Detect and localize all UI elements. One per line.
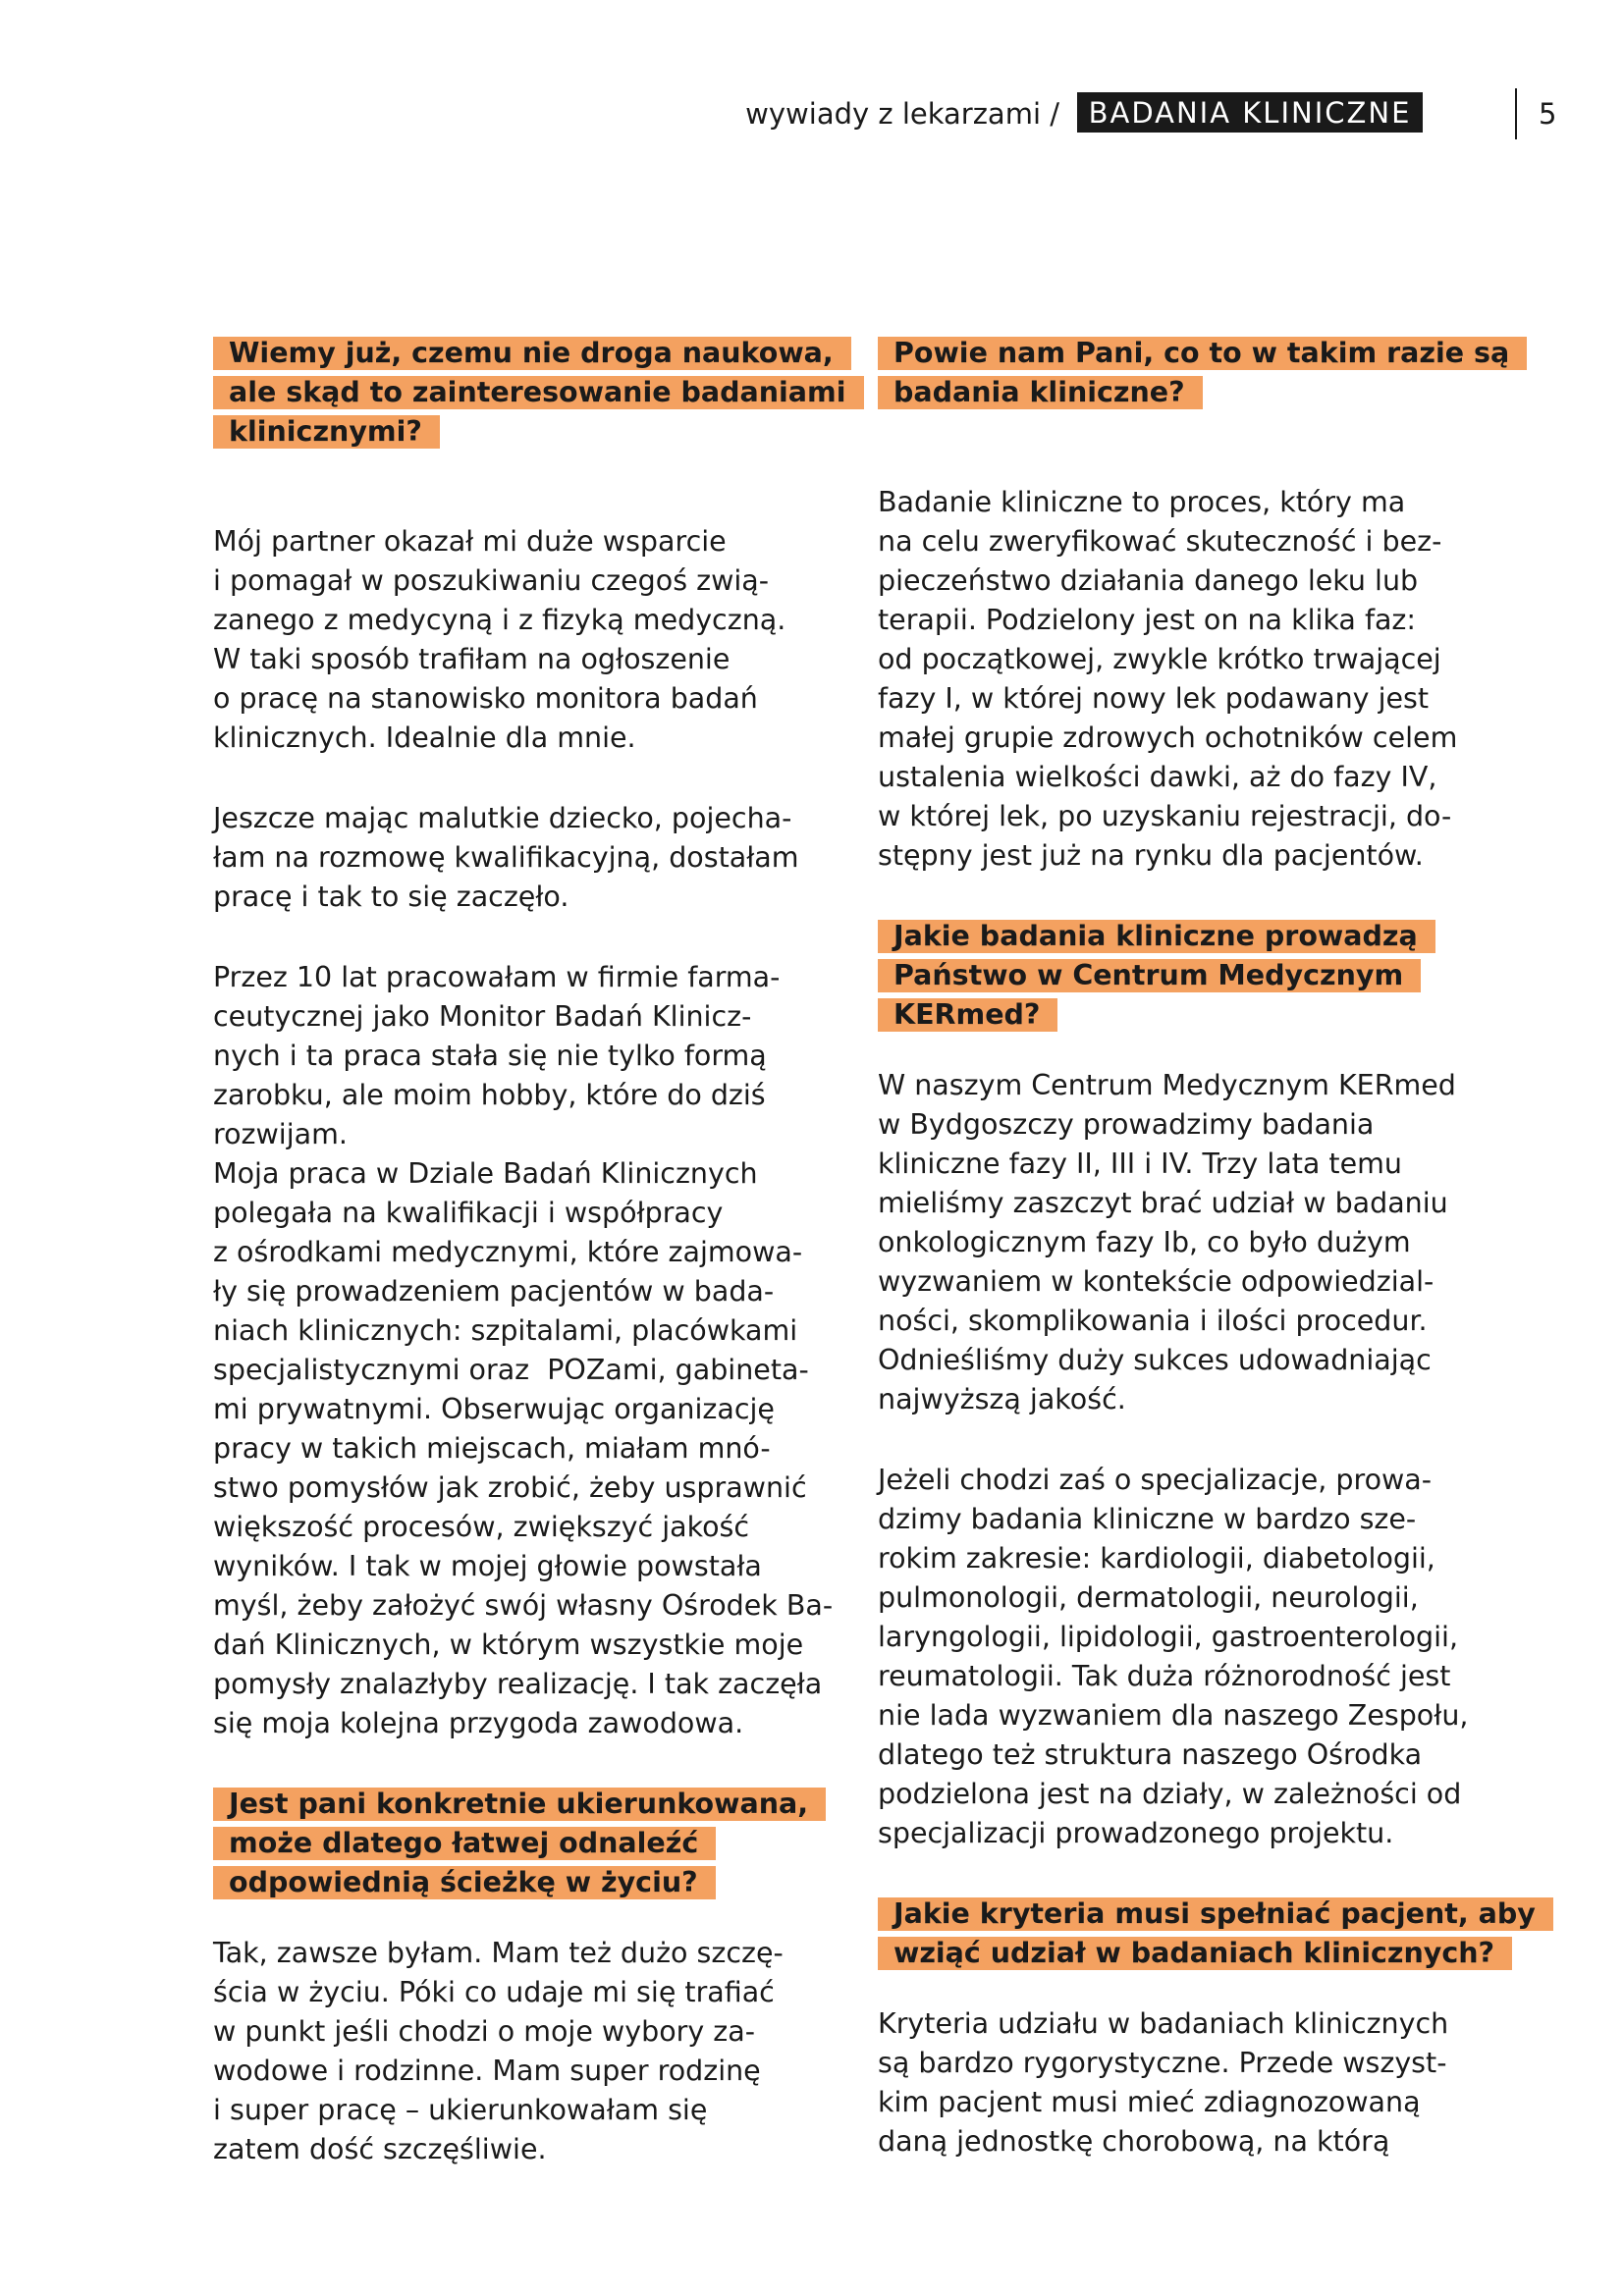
text-line: fazy I, w której nowy lek podawany jest (878, 682, 1430, 715)
text-line: Przez 10 lat pracowałam w firmie farma- (213, 961, 781, 993)
text-line: ustalenia wielkości dawki, aż do fazy IV, (878, 761, 1437, 793)
text-line: pracy w takich miejscach, miałam mnó- (213, 1432, 771, 1465)
text-line: w Bydgoszczy prowadzimy badania (878, 1108, 1375, 1141)
text-line: onkologicznym fazy Ib, co było dużym (878, 1226, 1411, 1258)
text-line: dzimy badania kliniczne w bardzo sze- (878, 1503, 1417, 1535)
answer-paragraph (213, 958, 834, 1743)
text-line: ścia w życiu. Póki co udaje mi się trafiać (213, 1976, 775, 2008)
question-heading (213, 1785, 809, 1902)
text-line: specjalizacji prowadzonego projektu. (878, 1817, 1394, 1849)
text-line: z ośrodkami medycznymi, które zajmowa- (213, 1236, 803, 1268)
text-line: kim pacjent musi mieć zdiagnozowaną (878, 2086, 1421, 2118)
text-line: małej grupie zdrowych ochotników celem (878, 721, 1458, 754)
question-heading (878, 1895, 1536, 1973)
text-line: w punkt jeśli chodzi o moje wybory za- (213, 2015, 755, 2048)
text-line: dań Klinicznych, w którym wszystkie moje (213, 1629, 804, 1661)
answer-paragraph (213, 799, 802, 917)
question-line (878, 956, 1467, 995)
text-line: Badanie kliniczne to proces, który ma (878, 486, 1406, 518)
text-line: od początkowej, zwykle krótko trwającej (878, 643, 1441, 675)
question-line (213, 1785, 809, 1824)
question-line (213, 334, 834, 373)
answer-paragraph (878, 1066, 1467, 1419)
text-line: się moja kolejna przygoda zawodowa. (213, 1707, 744, 1739)
text-line: większość procesów, zwiększyć jakość (213, 1511, 750, 1543)
question-heading (878, 917, 1467, 1035)
answer-paragraph (213, 1934, 802, 2169)
text-line: W naszym Centrum Medycznym KERmed (878, 1069, 1456, 1101)
text-line: rokim zakresie: kardiologii, diabetologii, (878, 1542, 1435, 1575)
section-label: BADANIA KLINICZNE (1077, 92, 1423, 133)
text-line: laryngologii, lipidologii, gastroenterologii, (878, 1621, 1459, 1653)
text-line: mieliśmy zaszczyt brać udział w badaniu (878, 1187, 1448, 1219)
text-line: wyników. I tak w mojej głowie powstała (213, 1550, 762, 1582)
text-line: kliniczne fazy II, III i IV. Trzy lata temu (878, 1148, 1402, 1180)
text-line: W taki sposób trafiłam na ogłoszenie (213, 643, 731, 675)
question-line (878, 334, 1510, 373)
highlight: Państwo w Centrum Medycznym (878, 959, 1421, 992)
breadcrumb: wywiady z lekarzami / (745, 97, 1059, 131)
text-line: i super pracę – ukierunkowałam się (213, 2094, 708, 2126)
highlight: Powie nam Pani, co to w takim razie są (878, 337, 1527, 370)
text-line: Odnieśliśmy duży sukces udowadniając (878, 1344, 1432, 1376)
text-line: terapii. Podzielony jest on na klika faz: (878, 604, 1416, 636)
question-line (878, 373, 1467, 412)
text-line: w której lek, po uzyskaniu rejestracji, do- (878, 800, 1452, 832)
highlight: Jest pani konkretnie ukierunkowana, (213, 1788, 826, 1821)
left-column (213, 334, 846, 2169)
text-line: Mój partner okazał mi duże wsparcie (213, 525, 727, 558)
highlight: Jakie kryteria musi spełniać pacjent, aby (878, 1897, 1553, 1931)
highlight: odpowiednią ścieżkę w życiu? (213, 1866, 716, 1899)
text-line: wyzwaniem w kontekście odpowiedzial- (878, 1265, 1435, 1298)
answer-paragraph (878, 483, 1467, 876)
text-line: zarobku, ale moim hobby, które do dziś (213, 1079, 766, 1111)
text-line: Kryteria udziału w badaniach klinicznych (878, 2007, 1449, 2040)
text-line: pomysły znalazłyby realizację. I tak zaczęła (213, 1668, 823, 1700)
text-line: ności, skomplikowania i ilości procedur. (878, 1305, 1428, 1337)
text-line: podzielona jest na działy, w zależności od (878, 1778, 1462, 1810)
text-line: najwyższą jakość. (878, 1383, 1126, 1415)
text-line: ceutycznej jako Monitor Badań Klinicz- (213, 1000, 752, 1033)
highlight: Wiemy już, czemu nie droga naukowa, (213, 337, 851, 370)
text-line: nie lada wyzwaniem dla naszego Zespołu, (878, 1699, 1469, 1732)
text-line: pulmonologii, dermatologii, neurologii, (878, 1581, 1419, 1614)
text-line: na celu zweryfikować skuteczność i bez- (878, 525, 1442, 558)
text-line: myśl, żeby założyć swój własny Ośrodek Ba- (213, 1589, 834, 1622)
text-line: stwo pomysłów jak zrobić, żeby usprawnić (213, 1471, 807, 1504)
highlight: KERmed? (878, 998, 1057, 1032)
header-divider (1515, 88, 1517, 139)
question-line (878, 995, 1467, 1035)
text-line: pieczeństwo działania danego leku lub (878, 564, 1419, 597)
text-line: Tak, zawsze byłam. Mam też dużo szczę- (213, 1937, 784, 1969)
text-line: Moja praca w Dziale Badań Klinicznych (213, 1157, 758, 1190)
text-line: ły się prowadzeniem pacjentów w bada- (213, 1275, 775, 1308)
text-line: łam na rozmowę kwalifikacyjną, dostałam (213, 841, 799, 874)
highlight: klinicznymi? (213, 415, 440, 449)
text-line: o pracę na stanowisko monitora badań (213, 682, 758, 715)
question-line (878, 917, 1467, 956)
text-line: Jeszcze mając malutkie dziecko, pojecha- (213, 802, 792, 834)
text-line: wodowe i rodzinne. Mam super rodzinę (213, 2055, 761, 2087)
question-line (213, 373, 846, 412)
question-heading (878, 334, 1510, 412)
text-line: i pomagał w poszukiwaniu czegoś zwią- (213, 564, 770, 597)
highlight: ale skąd to zainteresowanie badaniami (213, 376, 864, 409)
highlight: wziąć udział w badaniach klinicznych? (878, 1937, 1512, 1970)
text-line: niach klinicznych: szpitalami, placówkami (213, 1314, 798, 1347)
page-header (0, 90, 1624, 139)
text-line: klinicznych. Idealnie dla mnie. (213, 721, 636, 754)
answer-paragraph (878, 2004, 1467, 2162)
text-line: zanego z medycyną i z fizyką medyczną. (213, 604, 786, 636)
text-line: mi prywatnymi. Obserwując organizację (213, 1393, 775, 1425)
text-line: rozwijam. (213, 1118, 348, 1150)
text-line: daną jednostkę chorobową, na którą (878, 2125, 1390, 2158)
highlight: Jakie badania kliniczne prowadzą (878, 920, 1435, 953)
text-line: Jeżeli chodzi zaś o specjalizacje, prowa- (878, 1464, 1433, 1496)
text-line: nych i ta praca stała się nie tylko formą (213, 1040, 767, 1072)
page-number: 5 (1539, 97, 1557, 131)
text-line: reumatologii. Tak duża różnorodność jest (878, 1660, 1451, 1692)
question-line (878, 1934, 1495, 1973)
text-line: dlatego też struktura naszego Ośrodka (878, 1738, 1423, 1771)
question-line (213, 412, 802, 452)
question-line (878, 1895, 1536, 1934)
answer-paragraph (878, 1461, 1467, 1853)
question-heading (213, 334, 846, 452)
text-line: polegała na kwalifikacji i współpracy (213, 1197, 724, 1229)
question-line (213, 1824, 802, 1863)
question-line (213, 1863, 802, 1902)
text-line: stępny jest już na rynku dla pacjentów. (878, 839, 1424, 872)
text-line: są bardzo rygorystyczne. Przede wszyst- (878, 2047, 1447, 2079)
text-line: specjalistycznymi oraz POZami, gabineta- (213, 1354, 809, 1386)
right-column (878, 334, 1536, 2162)
highlight: może dlatego łatwej odnaleźć (213, 1827, 716, 1860)
text-line: pracę i tak to się zaczęło. (213, 881, 569, 913)
highlight: badania kliniczne? (878, 376, 1203, 409)
text-line: zatem dość szczęśliwie. (213, 2133, 547, 2165)
answer-paragraph (213, 522, 802, 758)
